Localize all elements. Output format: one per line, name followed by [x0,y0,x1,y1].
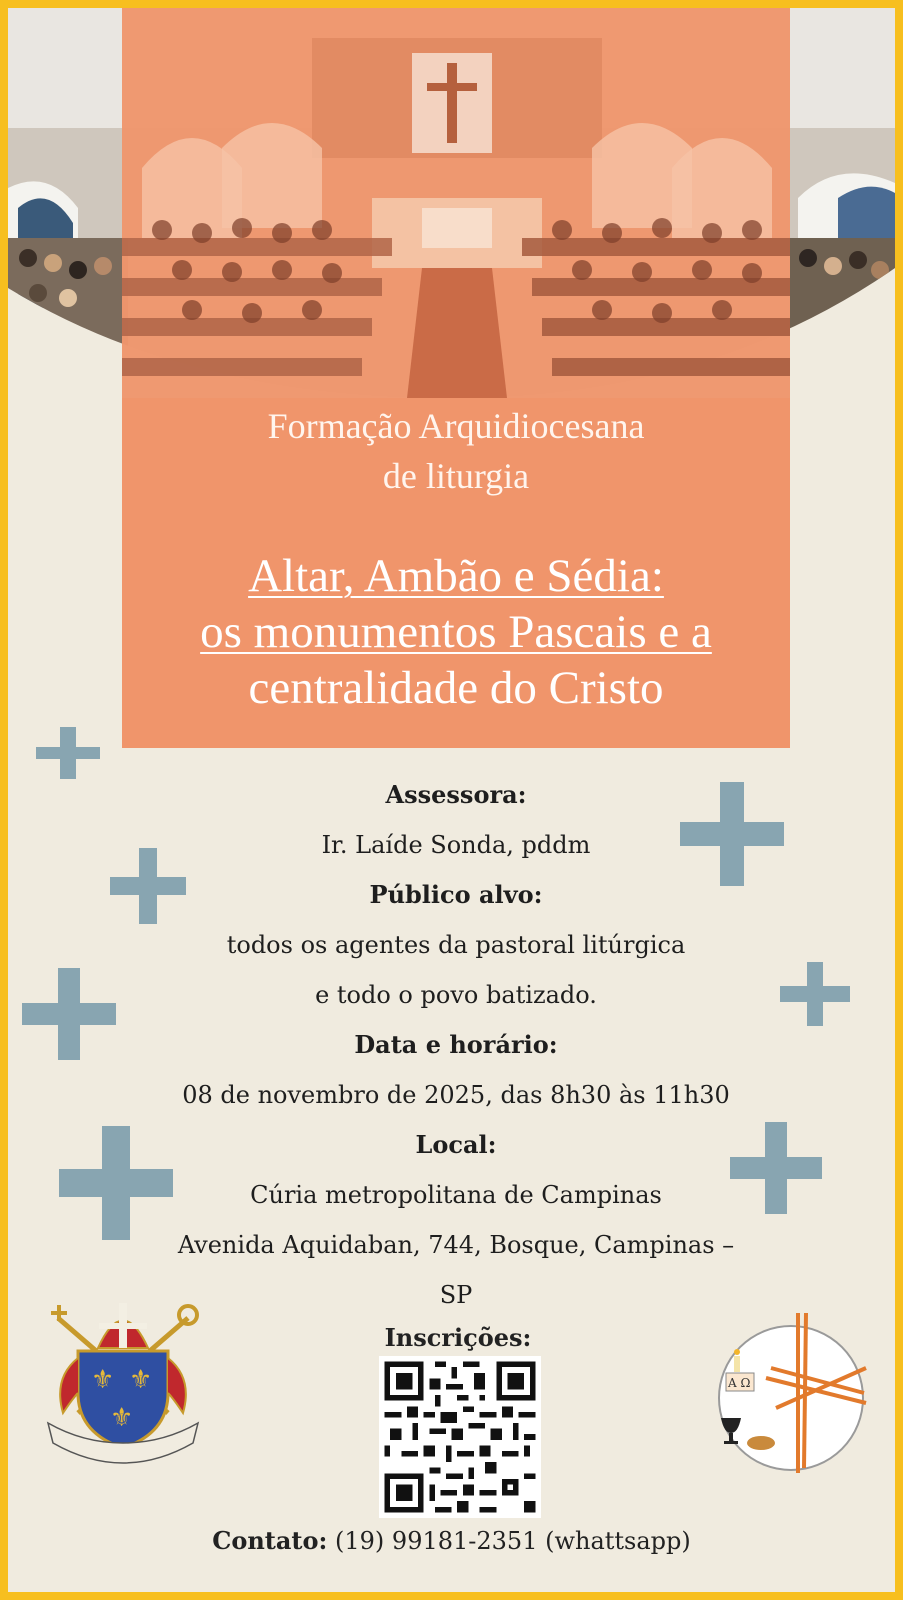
cross-icon [22,968,116,1060]
title-line-3: centralidade do Cristo [248,662,664,714]
assessora-value: Ir. Laíde Sonda, pddm [321,831,591,859]
svg-text:A Ω: A Ω [728,1376,751,1390]
publico-value-2: e todo o povo batizado. [315,981,597,1009]
publico-label: Público alvo: [369,880,543,909]
data-value: 08 de novembro de 2025, das 8h30 às 11h30 [182,1081,730,1109]
title-line-2: os monumentos Pascais e a [200,606,712,658]
local-label: Local: [415,1130,497,1159]
svg-text:⚜: ⚜ [110,1403,134,1433]
subtitle-line-1: Formação Arquidiocesana [267,406,645,446]
local-value-2: Avenida Aquidaban, 744, Bosque, Campinas – [177,1231,735,1259]
title-line-1: Altar, Ambão e Sédia: [248,550,664,602]
svg-text:⚜: ⚜ [129,1365,153,1395]
subtitle-line-2: de liturgia [382,456,530,496]
archdiocese-crest-icon [43,1293,203,1468]
event-details [122,770,790,1320]
data-label: Data e horário: [354,1030,558,1059]
local-value-3: SP [439,1281,473,1309]
contact-line [8,1526,895,1555]
svg-text:⚜: ⚜ [91,1365,115,1395]
contato-value[interactable]: (19) 99181-2351 (whattsapp) [335,1527,691,1555]
cross-icon [36,727,100,779]
inscricoes-label: Inscrições: [384,1323,532,1352]
publico-value-1: todos os agentes da pastoral litúrgica [226,931,686,959]
event-subtitle [122,401,790,501]
contato-label: Contato: [212,1526,328,1555]
local-value-1: Cúria metropolitana de Campinas [250,1181,662,1209]
assessora-label: Assessora: [385,780,527,809]
church-interior-photo [122,8,790,398]
cross-icon [780,962,850,1026]
comissao-liturgia-logo-icon [716,1308,876,1478]
qr-code[interactable] [379,1356,541,1518]
event-title [122,548,790,716]
